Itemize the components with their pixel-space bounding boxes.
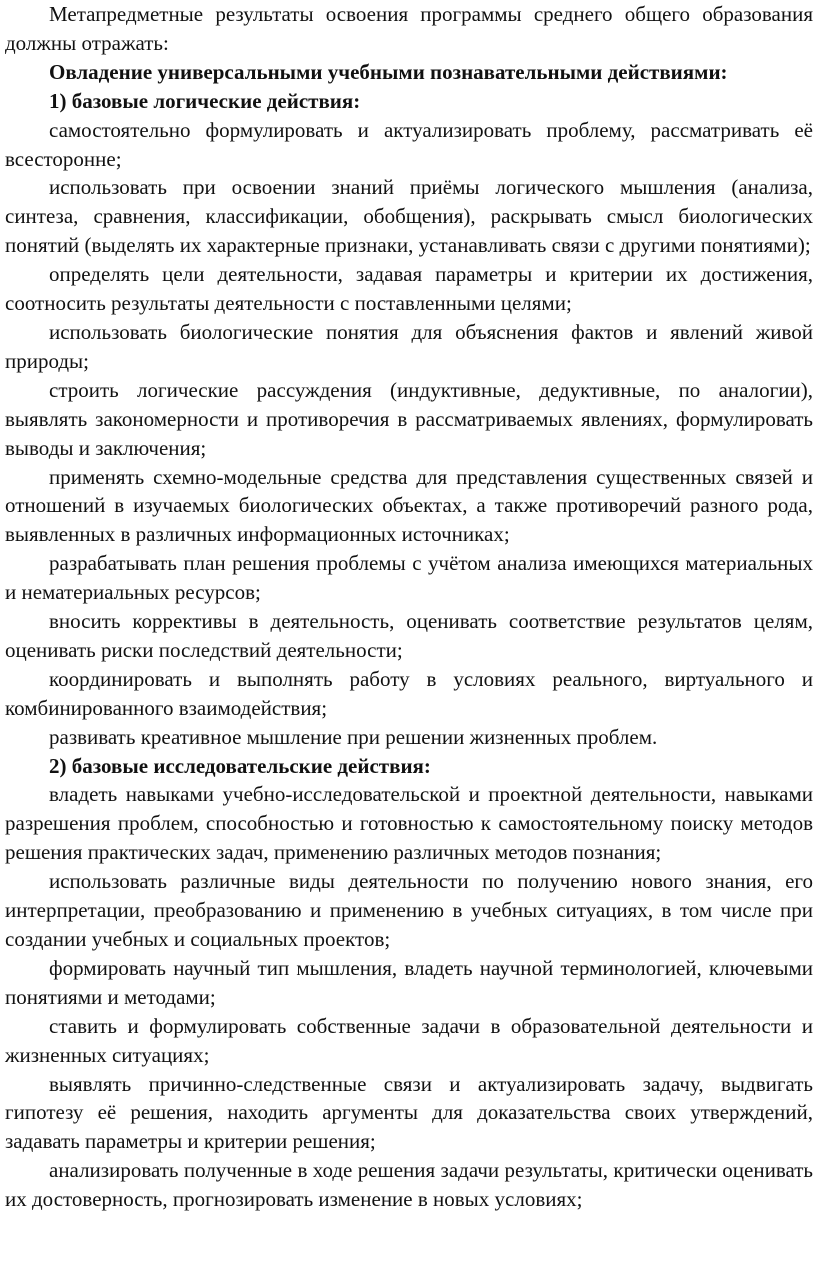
list-item: владеть навыками учебно-исследовательской и проектной деятельности, навыками разрешения проблем, способностью и готовностью к самостоятельному поиску методов решения практических задач, применению различных методов познания; xyxy=(5,782,813,865)
list-item: разрабатывать план решения проблемы с учётом анализа имеющихся материальных и нематериальных ресурсов; xyxy=(5,551,813,605)
subheading-research-actions: 2) базовые исследовательские действия: xyxy=(49,753,431,778)
list-item: ставить и формулировать собственные задачи в образовательной деятельности и жизненных ситуациях; xyxy=(5,1013,813,1067)
list-item: использовать при освоении знаний приёмы логического мышления (анализа, синтеза, сравнения, классификации, обобщения), раскрывать смысл биологических понятий (выделять их характерные признаки, устанавливать связи с другими понятиями); xyxy=(5,175,813,258)
list-item: определять цели деятельности, задавая параметры и критерии их достижения, соотносить результаты деятельности с поставленными целями; xyxy=(5,262,813,316)
list-item: использовать различные виды деятельности по получению нового знания, его интерпретации, преобразованию и применению в учебных ситуациях, в том числе при создании учебных и социальных проектов; xyxy=(5,869,813,951)
list-item: координировать и выполнять работу в условиях реального, виртуального и комбинированного взаимодействия; xyxy=(5,666,813,720)
list-item: самостоятельно формулировать и актуализировать проблему, рассматривать её всесторонне; xyxy=(5,117,813,171)
intro-paragraph: Метапредметные результаты освоения программы среднего общего образования должны отражать: xyxy=(5,2,813,55)
list-item: строить логические рассуждения (индуктивные, дедуктивные, по аналогии), выявлять закономерности и противоречия в рассматриваемых явлениях, формулировать выводы и заключения; xyxy=(5,377,813,460)
list-item: развивать креативное мышление при решении жизненных проблем. xyxy=(49,724,658,749)
list-item: применять схемно-модельные средства для представления существенных связей и отношений в изучаемых биологических объектах, а также противоречий разного рода, выявленных в различных информационных источниках; xyxy=(5,464,813,547)
list-item: использовать биологические понятия для объяснения фактов и явлений живой природы; xyxy=(5,319,813,373)
list-item: формировать научный тип мышления, владеть научной терминологией, ключевыми понятиями и методами; xyxy=(5,955,813,1009)
list-item: анализировать полученные в ходе решения задачи результаты, критически оценивать их достоверность, прогнозировать изменение в новых условиях; xyxy=(5,1158,813,1212)
list-item: выявлять причинно-следственные связи и актуализировать задачу, выдвигать гипотезу её решения, находить аргументы для доказательства своих утверждений, задавать параметры и критерии решения; xyxy=(5,1071,813,1154)
section-heading: Овладение универсальными учебными познавательными действиями: xyxy=(49,59,728,84)
document-page xyxy=(5,0,813,1214)
subheading-logical-actions: 1) базовые логические действия: xyxy=(49,88,361,113)
list-item: вносить коррективы в деятельность, оценивать соответствие результатов целям, оценивать риски последствий деятельности; xyxy=(5,609,813,662)
